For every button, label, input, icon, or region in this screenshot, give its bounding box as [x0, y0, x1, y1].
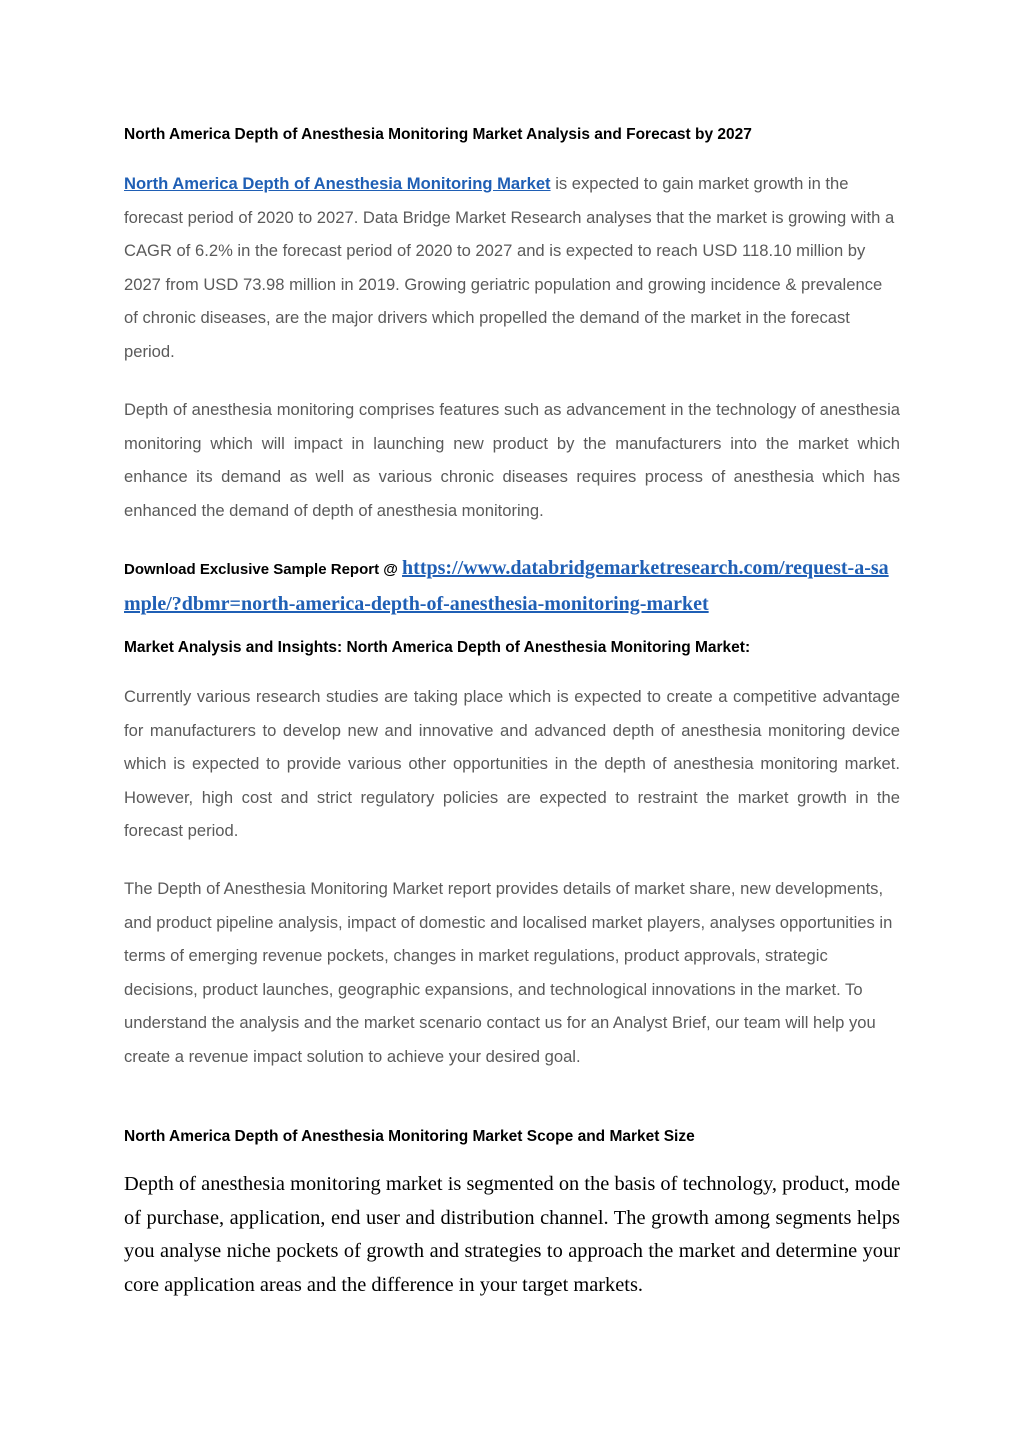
- technology-paragraph: Depth of anesthesia monitoring comprises features such as advancement in the technology of anesthesia monitoring which will impact in launching new product by the manufacturers into the market which enhance its demand as well as various chronic diseases requires process of anesthesia which has enhanced the demand of depth of anesthesia monitoring.: [124, 400, 900, 520]
- research-paragraph: Currently various research studies are taking place which is expected to create a competitive advantage for manufacturers to develop new and innovative and advanced depth of anesthesia monitoring device which is expected to provide various other opportunities in the depth of anesthesia monitoring market. However, high cost and strict regulatory policies are expected to restraint the market growth in the forecast period.: [124, 687, 900, 841]
- intro-paragraph: [124, 167, 900, 369]
- download-sample-line: [124, 551, 900, 623]
- insights-heading: Market Analysis and Insights: North America Depth of Anesthesia Monitoring Market:: [124, 639, 751, 656]
- report-details-paragraph: The Depth of Anesthesia Monitoring Market report provides details of market share, new developments, and product pipeline analysis, impact of domestic and localised market players, analyses opportunities in terms of emerging revenue pockets, changes in market regulations, product approvals, strategic decisions, product launches, geographic expansions, and technological innovations in the market. To understand the analysis and the market scenario contact us for an Analyst Brief, our team will help you create a revenue impact solution to achieve your desired goal.: [124, 879, 893, 1066]
- download-label: Download Exclusive Sample Report @: [124, 561, 403, 578]
- document-title: North America Depth of Anesthesia Monitoring Market Analysis and Forecast by 2027: [124, 126, 752, 143]
- segmentation-paragraph: Depth of anesthesia monitoring market is segmented on the basis of technology, product, mode of purchase, application, end user and distribution channel. The growth among segments helps you analyse niche pockets of growth and strategies to approach the market and determine your core application areas and the difference in your target markets.: [124, 1173, 900, 1296]
- sample-report-link[interactable]: https://www.databridgemarketresearch.com/request-a-sample/?dbmr=north-america-depth-of-anesthesia-monitoring-market: [124, 557, 889, 615]
- market-link[interactable]: North America Depth of Anesthesia Monitoring Market: [124, 174, 551, 193]
- scope-heading: North America Depth of Anesthesia Monitoring Market Scope and Market Size: [124, 1128, 695, 1145]
- intro-text: is expected to gain market growth in the forecast period of 2020 to 2027. Data Bridge Market Research analyses that the market is growing with a CAGR of 6.2% in the forecast period of 2020 to 2027 and is expected to reach USD 118.10 million by 2027 from USD 73.98 million in 2019. Growing geriatric population and growing incidence & prevalence of chronic diseases, are the major drivers which propelled the demand of the market in the forecast period.: [124, 174, 895, 361]
